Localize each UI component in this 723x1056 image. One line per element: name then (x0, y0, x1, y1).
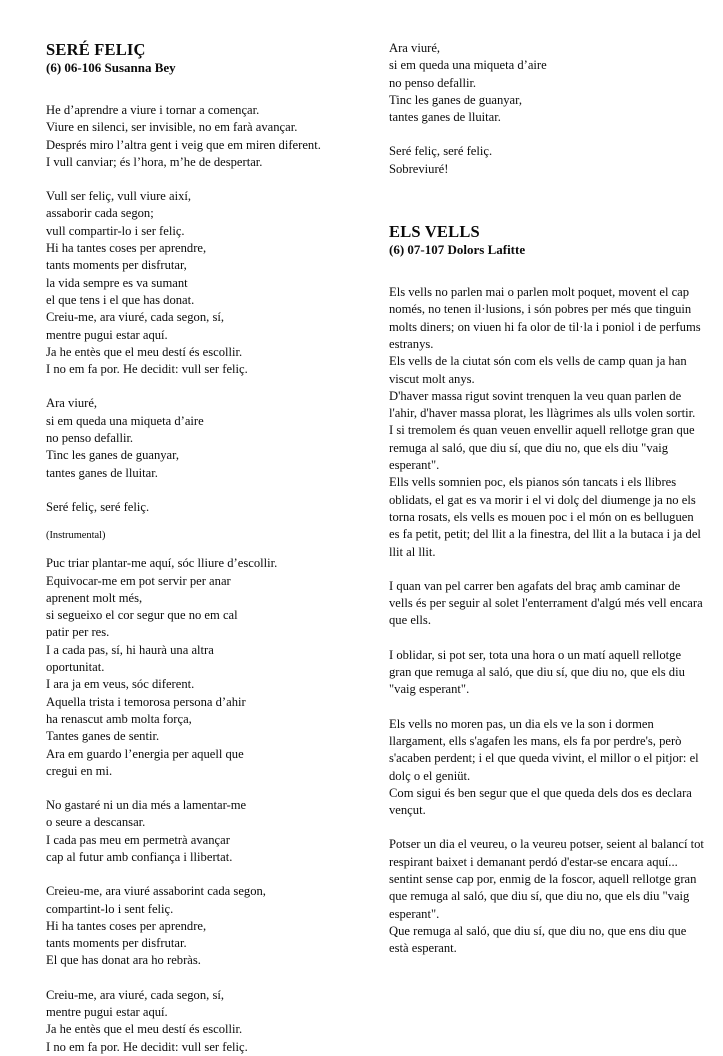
lyric-line: Hi ha tantes coses per aprendre, (46, 241, 207, 256)
spacer (46, 780, 366, 797)
lyric-line: no penso defallir. (46, 431, 134, 446)
left-column (46, 40, 366, 1056)
lyric-line: o seure a descansar. (46, 815, 146, 830)
lyric-line: tants moments per disfrutar. (46, 936, 187, 951)
lyric-line: el que tens i el que has donat. (46, 292, 195, 307)
stanza-4 (46, 499, 366, 516)
lyric-line: Després miro l’altra gent i veig que em miren diferent. (46, 137, 321, 152)
lyric-line: Seré feliç, seré feliç. (389, 144, 493, 159)
paragraph: Potser un dia el veureu, o la veureu potser, seient al balancí tot respirant baixet i demanant perdó d'estar-se encara aquí... sentint sense cap por, enmig de la foscor, aquell rellotge gran que remuga al saló, que diu sí, que diu no, que els diu "vaig esperant". (389, 837, 704, 921)
spacer (46, 76, 366, 102)
stanza-6 (46, 797, 366, 866)
right-column (389, 40, 705, 957)
paragraph: D'haver massa rigut sovint trenquen la veu quan parlen de l'ahir, d'haver massa plorat, les llàgrimes als ulls volen sortir. (389, 388, 696, 421)
spacer (46, 970, 366, 987)
lyric-line: He d’aprendre a viure i tornar a començar. (46, 103, 260, 117)
lyric-line: I no em fa por. He decidit: vull ser feliç. (46, 1039, 248, 1054)
lyric-line: Sobreviuré! (389, 161, 449, 176)
lyric-line: assaborir cada segon; (46, 206, 154, 221)
lyric-line: Aquella trista i temorosa persona d’ahir (46, 694, 246, 709)
lyric-line: El que has donat ara ho rebràs. (46, 953, 201, 968)
paragraph: I si tremolem és quan veuen envellir aquell rellotge gran que remuga al saló, que diu sí, que diu no, que els diu "vaig esperant". (389, 423, 695, 473)
spacer (389, 699, 705, 716)
paragraph: Els vells no parlen mai o parlen molt poquet, movent el cap només, no tenen il·lusions, i són pobres per més que tinguin molts diners; on viuen hi fa olor de til·la i poniol i de perfums estranys. (389, 285, 701, 351)
song-byline-sere-felic: (6) 06-106 Susanna Bey (46, 60, 176, 75)
lyric-line: mentre pugui estar aquí. (46, 1005, 168, 1020)
continuation-stanza-1 (389, 40, 705, 126)
spacer (389, 819, 705, 836)
spacer (389, 561, 705, 578)
lyric-line: Tinc les ganes de guanyar, (46, 448, 179, 463)
stanza-2 (46, 188, 366, 378)
lyric-line: Ja he entès que el meu destí és escollir. (46, 1022, 243, 1037)
lyric-line: Ara viuré, (46, 396, 98, 411)
stanza-7 (46, 883, 366, 969)
spacer (389, 126, 705, 143)
spacer (46, 516, 366, 528)
continuation-stanza-2 (389, 143, 705, 178)
spacer (389, 258, 705, 284)
lyric-line: tantes ganes de lluitar. (46, 465, 158, 480)
spacer (389, 630, 705, 647)
lyric-line: Ara viuré, (389, 41, 441, 55)
lyric-line: tants moments per disfrutar, (46, 258, 187, 273)
lyric-line: aprenent molt més, (46, 590, 143, 605)
lyric-line: Tantes ganes de sentir. (46, 729, 160, 744)
lyric-line: I cada pas meu em permetrà avançar (46, 832, 230, 847)
paragraph: I quan van pel carrer ben agafats del braç amb caminar de vells és per seguir al solet l'enterrament d'algú més vell encara que ells. (389, 578, 703, 628)
paragraph: Els vells de la ciutat són com els vells de camp quan ja han viscut molt anys. (389, 354, 687, 386)
spacer (46, 866, 366, 883)
spacer (389, 178, 705, 222)
lyric-line: cap al futur amb confiança i llibertat. (46, 849, 233, 864)
paragraph: Que remuga al saló, que diu sí, que diu no, que ens diu que està esperant. (389, 923, 687, 956)
lyric-line: No gastaré ni un dia més a lamentar-me (46, 798, 247, 813)
lyric-line: Ja he entès que el meu destí és escollir. (46, 344, 243, 359)
lyric-line: Puc triar plantar-me aquí, sóc lliure d’escollir. (46, 556, 278, 571)
lyric-line: ha renascut amb molta força, (46, 711, 192, 726)
lyric-line: si em queda una miqueta d’aire (46, 413, 204, 428)
paragraph: I oblidar, si pot ser, tota una hora o un matí aquell rellotge gran que remuga al saló, que diu sí, que diu no, que els diu "vaig esperant". (389, 647, 685, 697)
lyric-line: Creiu-me, ara viuré, cada segon, sí, (46, 987, 224, 1002)
lyric-line: compartint-lo i sent feliç. (46, 901, 174, 916)
lyric-line: oportunitat. (46, 660, 105, 675)
lyric-line: Creiu-me, ara viuré, cada segon, sí, (46, 310, 224, 325)
stanza-1 (46, 102, 366, 171)
stanza-3 (46, 395, 366, 481)
song-title-els-vells: ELS VELLS (389, 222, 480, 242)
lyric-line: tantes ganes de lluitar. (389, 110, 501, 125)
lyric-line: mentre pugui estar aquí. (46, 327, 168, 342)
stanza-8 (46, 987, 366, 1056)
lyric-line: Viure en silenci, ser invisible, no em farà avançar. (46, 120, 298, 135)
lyric-line: vull compartir-lo i ser feliç. (46, 223, 185, 238)
lyric-line: Equivocar-me em pot servir per anar (46, 573, 231, 588)
lyric-line: Creieu-me, ara viuré assaborint cada segon, (46, 884, 266, 899)
song-byline-els-vells: (6) 07-107 Dolors Lafitte (389, 242, 526, 258)
lyric-line: la vida sempre es va sumant (46, 275, 188, 290)
song-title-sere-felic: SERÉ FELIÇ (46, 40, 146, 59)
lyric-line: no penso defallir. (389, 75, 477, 90)
lyric-line: I a cada pas, sí, hi haurà una altra (46, 642, 214, 657)
lyric-line: cregui en mi. (46, 763, 113, 778)
lyric-line: si segueixo el cor segur que no em cal (46, 608, 238, 623)
lyric-line: Ara em guardo l’energia per aquell que (46, 746, 244, 761)
lyric-line: Vull ser feliç, vull viure així, (46, 189, 192, 204)
paragraph: Els vells no moren pas, un dia els ve la son i dormen llargament, ells s'agafen les mans, els fa por perdre's, però s'acaben perdent; i el que queda vivint, el millor o el pitjor: el dolç o el geniüt. (389, 716, 699, 783)
spacer (46, 482, 366, 499)
lyric-line: patir per res. (46, 625, 110, 640)
lyric-line: Seré feliç, seré feliç. (46, 499, 150, 514)
spacer (46, 171, 366, 188)
lyric-line: I ara ja em veus, sóc diferent. (46, 677, 195, 692)
stanza-5 (46, 555, 366, 780)
lyric-line: I no em fa por. He decidit: vull ser feliç. (46, 362, 248, 377)
spacer (46, 543, 366, 555)
paragraph: Ells vells somnien poc, els pianos són tancats i els llibres oblidats, el gat es va morir i el vi dolç del diumenge ja no els torna rosats, els vells es mouen poc i el món on es belluguen es fa petit, petit; del llit a la finestra, del llit a la butaca i ja del llit al llit. (389, 475, 701, 559)
lyric-line: I vull canviar; és l’hora, m’he de despertar. (46, 154, 263, 169)
paragraph: Com sigui és ben segur que el que queda dels dos es declara vençut. (389, 785, 692, 818)
instrumental-note: (Instrumental) (46, 530, 106, 542)
lyric-line: si em queda una miqueta d’aire (389, 58, 547, 73)
lyric-line: Tinc les ganes de guanyar, (389, 92, 522, 107)
lyric-line: Hi ha tantes coses per aprendre, (46, 918, 207, 933)
spacer (46, 378, 366, 395)
